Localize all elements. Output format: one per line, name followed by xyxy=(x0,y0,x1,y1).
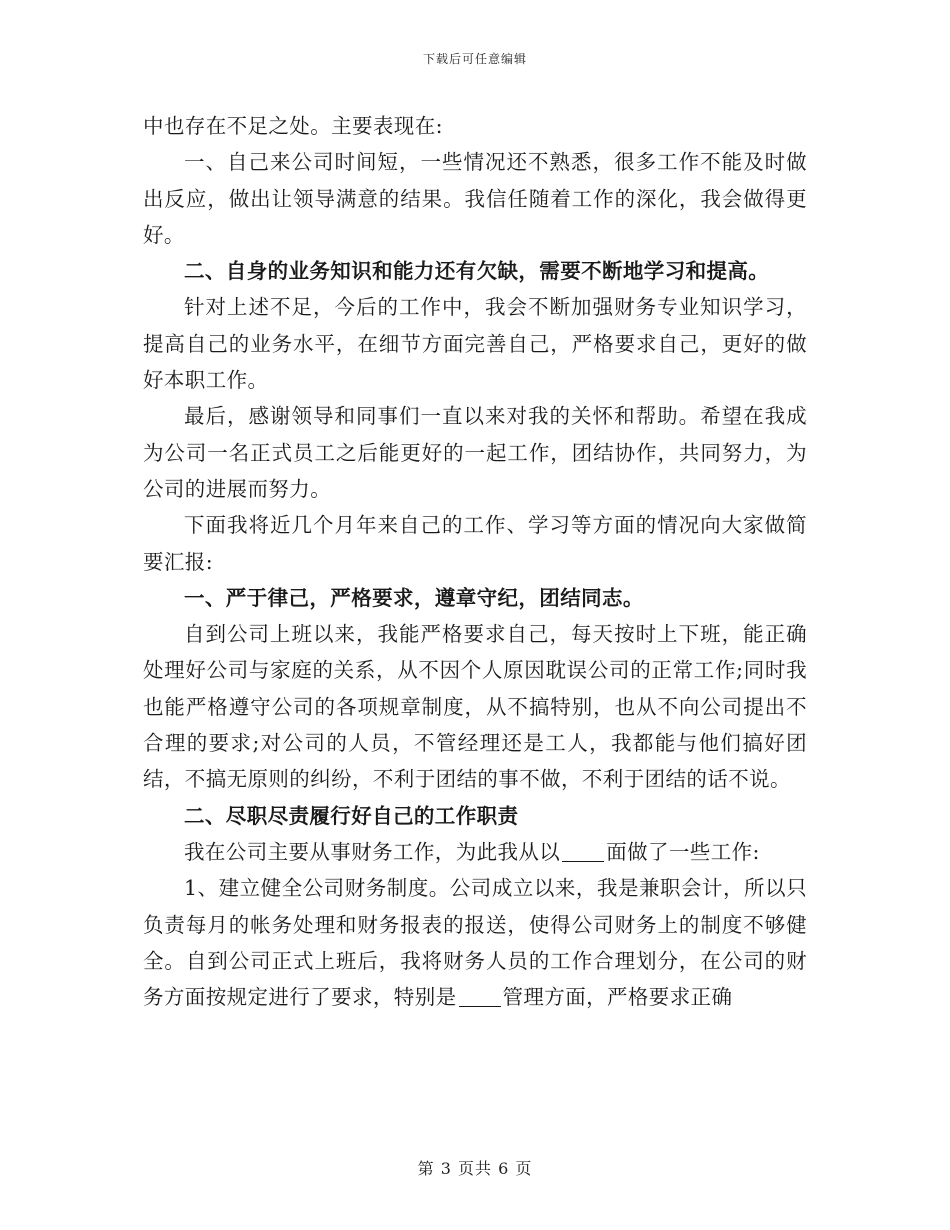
fill-in-blank xyxy=(562,840,604,862)
paragraph-text: 我在公司主要从事财务工作，为此我从以 xyxy=(184,839,561,864)
paragraph-text: 管理方面，严格要求正确 xyxy=(502,985,733,1010)
paragraph xyxy=(143,870,807,1015)
page-header: 下载后可任意编辑 xyxy=(422,52,527,66)
section-heading: 一、严于律己，严格要求，遵章守纪，团结同志。 xyxy=(184,585,644,610)
paragraph xyxy=(143,834,807,870)
paragraph: 下面我将近几个月年来自己的工作、学习等方面的情况向大家做简要汇报: xyxy=(143,513,807,574)
section-heading: 二、自身的业务知识和能力还有欠缺，需要不断地学习和提高。 xyxy=(184,259,770,284)
document-body xyxy=(143,108,807,1015)
paragraph: 中也存在不足之处。主要表现在: xyxy=(143,114,443,138)
paragraph: 针对上述不足，今后的工作中，我会不断加强财务专业知识学习，提高自己的业务水平，在细节方面完善自己，严格要求自己，更好的做好本职工作。 xyxy=(143,295,807,393)
section-heading: 二、尽职尽责履行好自己的工作职责 xyxy=(184,803,519,828)
paragraph-text: 面做了一些工作: xyxy=(606,839,760,864)
fill-in-blank xyxy=(459,986,501,1008)
paragraph: 最后，感谢领导和同事们一直以来对我的关怀和帮助。希望在我成为公司一名正式员工之后能更好的一起工作，团结协作，共同努力，为公司的进展而努力。 xyxy=(143,404,807,501)
paragraph: 一、自己来公司时间短，一些情况还不熟悉，很多工作不能及时做出反应，做出让领导满意的结果。我信任随着工作的深化，我会做得更好。 xyxy=(143,150,807,247)
paragraph: 自到公司上班以来，我能严格要求自己，每天按时上下班，能正确处理好公司与家庭的关系，从不因个人原因耽误公司的正常工作;同时我也能严格遵守公司的各项规章制度，从不搞特别，也从不向公司提出不合理的要求;对公司的人员，不管经理还是工人，我都能与他们搞好团结，不搞无原则的纠纷，不利于团结的事不做，不利于团结的话不说。 xyxy=(143,622,807,792)
paragraph-text: 1、建立健全公司财务制度。公司成立以来，我是兼职会计，所以只负责每月的帐务处理和财务报表的报送，使得公司财务上的制度不够健全。自到公司正式上班后，我将财务人员的工作合理划分，在公司的财务方面按规定进行了要求，特别是 xyxy=(143,876,807,1010)
page-number: 第 3 页共 6 页 xyxy=(417,1159,533,1178)
